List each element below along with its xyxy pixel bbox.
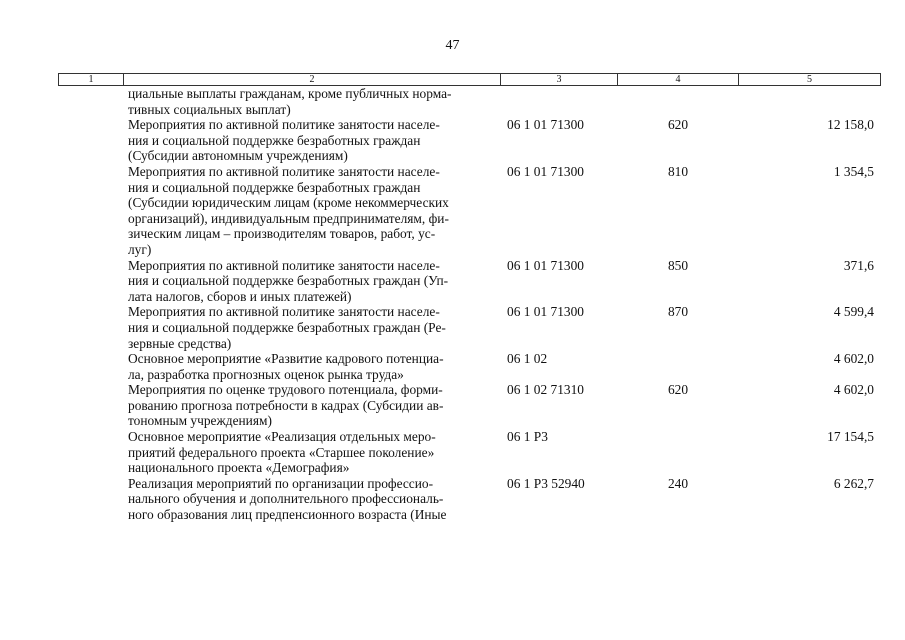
page-number: 47	[445, 38, 460, 53]
row-code: 06 1 01 71300	[507, 117, 584, 133]
column-header-1: 1	[59, 74, 124, 86]
column-header-2: 2	[124, 74, 501, 86]
table-row	[0, 117, 905, 164]
table-row	[0, 164, 905, 258]
table-row	[0, 258, 905, 305]
row-expense-type: 870	[667, 304, 689, 320]
row-amount: 371,6	[843, 257, 874, 273]
row-code: 06 1 02 71310	[507, 382, 584, 398]
row-name: Мероприятия по активной политике занятости населе- ния и социальной поддержке безработных граждан (Уп- лата налогов, сборов и иных платежей)	[128, 257, 449, 304]
column-header-3: 3	[501, 74, 618, 86]
row-amount: 1 354,5	[833, 163, 874, 179]
table-row	[0, 351, 905, 382]
row-amount: 12 158,0	[827, 117, 874, 133]
row-name: Мероприятия по оценке трудового потенциала, форми- рованию прогноза потребности в кадрах (Субсидии ав- тономным учреждениям)	[128, 382, 444, 429]
table-row	[0, 86, 905, 117]
table-row	[0, 382, 905, 429]
row-code: 06 1 01 71300	[507, 163, 584, 179]
row-name: Основное мероприятие «Развитие кадрового потенциа- ла, разработка прогнозных оценок рынка труда»	[128, 351, 444, 382]
row-name: Мероприятия по активной политике занятости населе- ния и социальной поддержке безработных граждан (Ре- зервные средства)	[128, 304, 446, 351]
row-code: 06 1 P3 52940	[507, 475, 585, 491]
row-expense-type: 620	[667, 382, 689, 398]
row-amount: 6 262,7	[833, 475, 874, 491]
row-expense-type: 240	[667, 475, 689, 491]
table-row	[0, 476, 905, 523]
row-amount: 4 602,0	[833, 351, 874, 367]
row-code: 06 1 02	[507, 351, 548, 367]
row-expense-type: 850	[667, 257, 689, 273]
row-expense-type: 620	[667, 117, 689, 133]
row-amount: 4 602,0	[833, 382, 874, 398]
row-name: Основное мероприятие «Реализация отдельных меро- приятий федерального проекта «Старшее поколение» национального проекта «Демография»	[128, 429, 436, 476]
row-expense-type: 810	[667, 163, 689, 179]
budget-table-body	[0, 86, 905, 523]
row-name: Мероприятия по активной политике занятости населе- ния и социальной поддержке безработных граждан (Субсидии автономным учреждениям)	[128, 117, 440, 164]
row-name: циальные выплаты гражданам, кроме публичных норма- тивных социальных выплат)	[128, 86, 452, 117]
column-header-5: 5	[739, 74, 881, 86]
row-code: 06 1 01 71300	[507, 304, 584, 320]
column-header-row	[58, 73, 881, 86]
row-amount: 17 154,5	[827, 429, 874, 445]
row-name: Реализация мероприятий по организации профессио- нального обучения и дополнительного профессиональ- ного образования лиц предпенсионного возраста (Иные	[128, 475, 447, 523]
row-code: 06 1 P3	[507, 429, 548, 445]
row-name: Мероприятия по активной политике занятости населе- ния и социальной поддержке безработных граждан (Субсидии юридическим лицам (кроме некоммерческих организаций), индивидуальным предпринимателям, фи- зическим лицам – производителям товаров, работ, ус- луг)	[128, 163, 449, 257]
row-code: 06 1 01 71300	[507, 257, 584, 273]
column-header-4: 4	[618, 74, 739, 86]
table-row	[0, 429, 905, 476]
row-amount: 4 599,4	[833, 304, 874, 320]
table-row	[0, 304, 905, 351]
